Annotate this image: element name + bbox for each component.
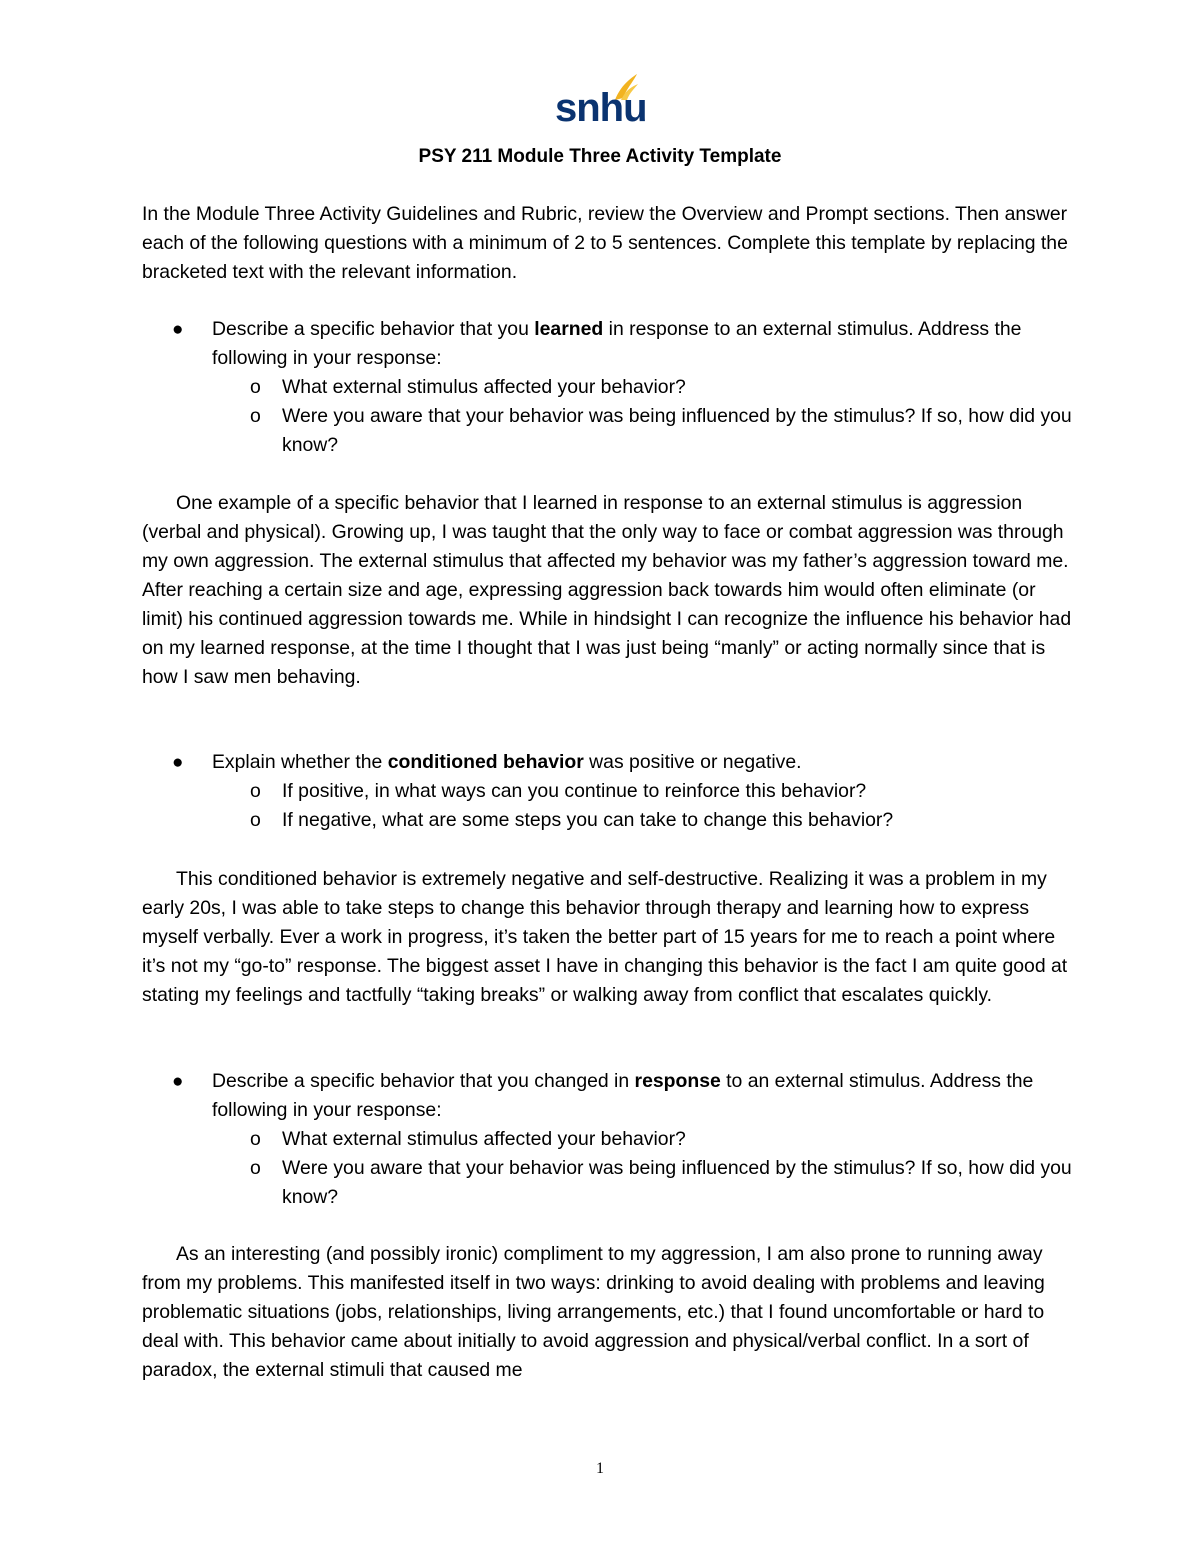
logo-wordmark: snhu bbox=[555, 86, 647, 130]
bullet-icon: ● bbox=[172, 319, 184, 340]
bullet-icon: ● bbox=[172, 752, 184, 773]
snhu-logo bbox=[555, 72, 647, 134]
answer-1: One example of a specific behavior that I learned in response to an external stimulus is aggression (verbal and physical). Growing up, I was taught that the only way to face or combat aggression was through my own aggression. The external stimulus that affected my behavior was my father’s aggression toward me. After reaching a certain size and age, expressing aggression back towards him would often eliminate (or limit) his continued aggression towards me. While in hindsight I can recognize the influence his behavior had on my learned response, at the time I thought that I was just being “manly” or acting normally since that is how I saw men behaving. bbox=[142, 492, 1072, 688]
document-title: PSY 211 Module Three Activity Template bbox=[418, 146, 782, 167]
hollow-bullet-icon: o bbox=[250, 809, 261, 831]
question-2-text: ● Explain whether the conditioned behavior was positive or negative. bbox=[142, 748, 1072, 777]
question-1 bbox=[142, 315, 1072, 460]
question-1-text: ● Describe a specific behavior that you learned in response to an external stimulus. Address the following in your response: bbox=[142, 315, 1072, 373]
question-1-sub-1: o What external stimulus affected your behavior? bbox=[142, 373, 1072, 402]
question-3-sub-2: o Were you aware that your behavior was being influenced by the stimulus? If so, how did you know? bbox=[142, 1154, 1072, 1212]
question-1-sub-2: o Were you aware that your behavior was being influenced by the stimulus? If so, how did you know? bbox=[142, 402, 1072, 460]
intro-paragraph: In the Module Three Activity Guidelines and Rubric, review the Overview and Prompt sections. Then answer each of the following questions with a minimum of 2 to 5 sentences. Complete this template by replacing the bracketed text with the relevant information. bbox=[142, 203, 1068, 283]
question-3 bbox=[142, 1067, 1072, 1212]
answer-3: As an interesting (and possibly ironic) compliment to my aggression, I am also prone to running away from my problems. This manifested itself in two ways: drinking to avoid dealing with problems and leaving problematic situations (jobs, relationships, living arrangements, etc.) that I found uncomfortable or hard to deal with. This behavior came about initially to avoid aggression and physical/verbal conflict. In a sort of paradox, the external stimuli that caused me bbox=[142, 1243, 1045, 1381]
question-2-sub-1: o If positive, in what ways can you continue to reinforce this behavior? bbox=[142, 777, 1072, 806]
page-number: 1 bbox=[596, 1460, 604, 1477]
question-3-text: ● Describe a specific behavior that you changed in response to an external stimulus. Address the following in your response: bbox=[142, 1067, 1072, 1125]
hollow-bullet-icon: o bbox=[250, 780, 261, 802]
hollow-bullet-icon: o bbox=[250, 376, 261, 398]
question-3-sub-1: o What external stimulus affected your behavior? bbox=[142, 1125, 1072, 1154]
bullet-icon: ● bbox=[172, 1071, 184, 1092]
question-2 bbox=[142, 748, 1072, 835]
hollow-bullet-icon: o bbox=[250, 405, 261, 427]
question-2-sub-2: o If negative, what are some steps you can take to change this behavior? bbox=[142, 806, 1072, 835]
hollow-bullet-icon: o bbox=[250, 1157, 261, 1179]
answer-2: This conditioned behavior is extremely negative and self-destructive. Realizing it was a problem in my early 20s, I was able to take steps to change this behavior through therapy and learning how to express myself verbally. Ever a work in progress, it’s taken the better part of 15 years for me to reach a point where it’s not my “go-to” response. The biggest asset I have in changing this behavior is the fact I am quite good at stating my feelings and tactfully “taking breaks” or walking away from conflict that escalates quickly. bbox=[142, 868, 1068, 1006]
hollow-bullet-icon: o bbox=[250, 1128, 261, 1150]
